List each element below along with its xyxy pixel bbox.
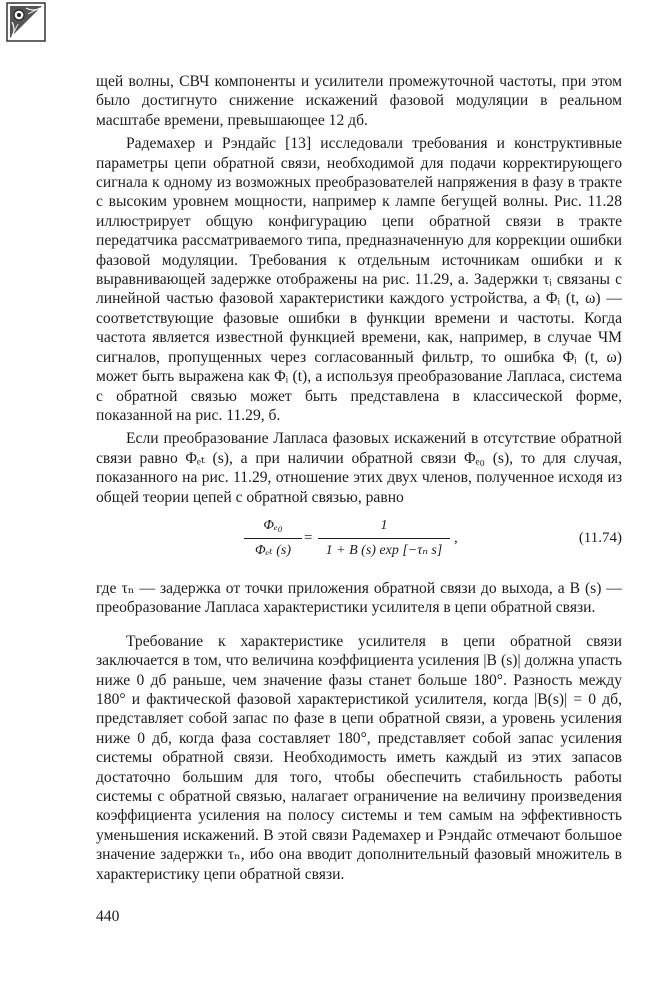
equation-rhs-denominator: 1 + B (s) exp [−τₙ s] <box>325 542 443 558</box>
equation-11-74 <box>96 511 622 573</box>
equation-lhs-numerator: Φₑ₀ <box>263 517 283 533</box>
page-number: 440 <box>96 908 120 925</box>
paragraph-continuation: щей волны, СВЧ компоненты и усилители промежуточной частоты, при этом было достигнуто снижение искажений фазовой модуляции в реальном масштабе времени, превышающее 12 дб. <box>96 73 622 129</box>
equation-comma: , <box>454 529 458 546</box>
equation-equals-sign: = <box>304 529 313 546</box>
paragraph-laplace: Если преобразование Лапласа фазовых искажений в отсутствие обратной связи равно Φₑₜ (s), а при наличии обратной связи Φₑ₀ (s), то для случая, показанного на рис. 11.29, отношение этих двух членов, полученное исходя из общей теории цепей с обратной связью, равно <box>96 430 622 506</box>
fraction-bar <box>318 538 450 539</box>
equation-rhs-fraction <box>318 517 450 560</box>
equation-number: (11.74) <box>578 529 622 546</box>
equation-lhs-fraction <box>244 517 302 560</box>
page-body <box>96 72 622 884</box>
paragraph-amplifier-requirements: Требование к характеристике усилителя в цепи обратной связи заключается в том, что величина коэффициента усиления |B (s)| должна упасть ниже 0 дб раньше, чем значение фазы станет больше 180°. Разность между 180° и фактической фазовой характеристикой усилителя, когда |B(s)| = 0 дб, представляет собой запас по фазе в цепи обратной связи, а уровень усиления ниже 0 дб, когда фаза составляет 180°, представляет собой запас усиления системы обратной связи. Необходимость иметь каждый из этих запасов достаточно большим для того, чтобы обеспечить стабильность работы системы с обратной связью, налагает ограничение на величину произведения коэффициента усиления на полосу системы и тем самым на эффективность уменьшения искажений. В этой связи Радемахер и Рэндайс отмечают большое значение задержки τₙ, ибо она вводит дополнительный фазовый множитель в характеристику цепи обратной связи. <box>96 632 622 883</box>
corner-ornament-icon <box>6 2 46 42</box>
paragraph-rademacher: Радемахер и Рэндайс [13] исследовали требования и конструктивные параметры цепи обратной связи, необходимой для подачи корректирующего сигнала к одному из возможных преобразователей напряжения в фазу в тракте с высоким уровнем мощности, например к лампе бегущей волны. Рис. 11.28 иллюстрирует общую конфигурацию цепи обратной связи в тракте передатчика рассматриваемого типа, предназначенную для коррекции ошибки фазовой модуляции. Требования к отдельным источникам ошибки и к выравнивающей задержке отображены на рис. 11.29, а. Задержки τᵢ связаны с линейной частью фазовой характеристики каждого устройства, а Φᵢ (t, ω) — соответствующие фазовые ошибки в функции времени и частоты. Когда частота является известной функцией времени, как, например, в случае ЧМ сигналов, пропущенных через согласованный фильтр, то ошибка Φᵢ (t, ω) может быть выражена как Φᵢ (t), а используя преобразование Лапласа, система с обратной связью может быть представлена в классической форме, показанной на рис. 11.29, б. <box>96 135 622 424</box>
equation-lhs-denominator: Φₑₜ (s) <box>254 542 292 558</box>
paragraph-where: где τₙ — задержка от точки приложения обратной связи до выхода, а B (s) — преобразование Лапласа характеристики усилителя в цепи обратной связи. <box>96 579 622 617</box>
fraction-bar <box>244 538 302 539</box>
equation-rhs-numerator: 1 <box>380 517 388 533</box>
